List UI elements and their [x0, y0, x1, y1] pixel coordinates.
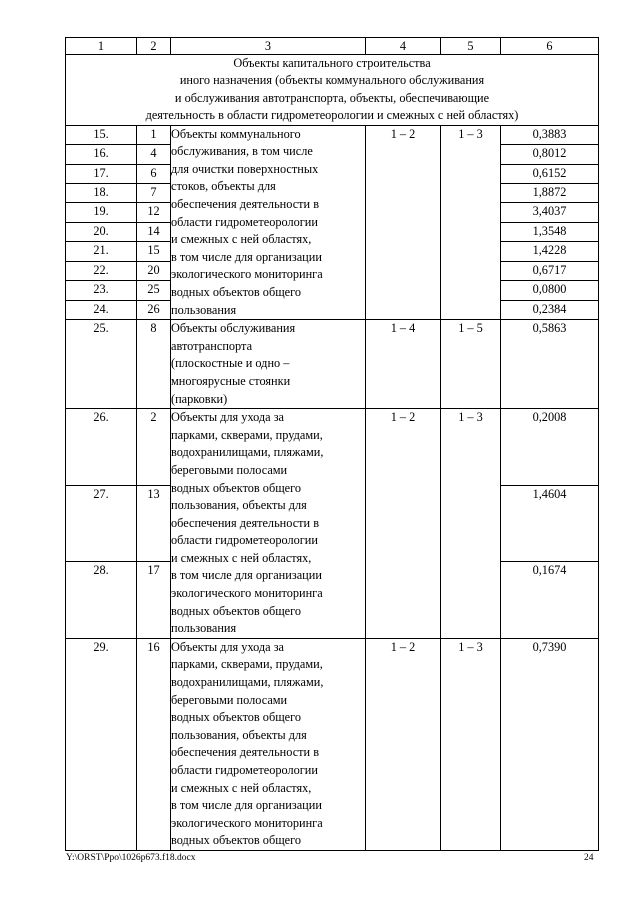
object-description-line: Объекты для ухода за	[171, 410, 285, 425]
section-heading-line: иного назначения (объекты коммунального обслуживания	[179, 73, 485, 88]
object-description-line: (плоскостные и одно –	[171, 356, 290, 371]
header-cell-2: 2	[137, 38, 171, 55]
coefficient-value: 0,5863	[501, 320, 599, 409]
coefficient-value: 1,3548	[501, 222, 599, 241]
table-row	[66, 638, 599, 850]
object-code: 15	[137, 242, 171, 261]
coefficient-value: 3,4037	[501, 203, 599, 222]
object-description-line: водохранилищами, пляжами,	[171, 445, 324, 460]
object-description-line: Объекты обслуживания	[171, 321, 296, 336]
object-description-line: области гидрометеорологии	[171, 214, 318, 229]
coefficient-range-5: 1 – 3	[441, 409, 501, 639]
row-number: 19.	[66, 203, 137, 222]
object-description	[171, 638, 366, 850]
object-code: 2	[137, 409, 171, 486]
object-code: 4	[137, 145, 171, 164]
object-description-line: пользования	[171, 302, 237, 317]
footer-page-number: 24	[584, 853, 594, 863]
coefficient-value: 0,6152	[501, 164, 599, 183]
header-cell-3: 3	[171, 38, 366, 55]
object-description-line: водных объектов общего	[171, 603, 302, 618]
coefficient-range-4: 1 – 4	[366, 320, 441, 409]
object-description-line: парками, скверами, прудами,	[171, 427, 323, 442]
object-code: 20	[137, 261, 171, 280]
coefficient-value: 0,2008	[501, 409, 599, 486]
object-code: 8	[137, 320, 171, 409]
section-heading-row	[66, 55, 599, 126]
row-number: 21.	[66, 242, 137, 261]
coefficient-range-4: 1 – 2	[366, 125, 441, 320]
coefficient-value: 0,3883	[501, 125, 599, 144]
coefficient-value: 0,6717	[501, 261, 599, 280]
object-description-line: водных объектов общего	[171, 833, 302, 848]
row-number: 15.	[66, 125, 137, 144]
object-description-line: парками, скверами, прудами,	[171, 657, 323, 672]
header-row	[66, 38, 599, 55]
object-description-line: стоков, объекты для	[171, 179, 276, 194]
object-description-line: обеспечения деятельности в	[171, 197, 320, 211]
object-description-line: многоярусные стоянки	[171, 373, 291, 388]
header-cell-5: 5	[441, 38, 501, 55]
row-number: 29.	[66, 638, 137, 850]
footer-file-path: Y:\ORST\Ppo\1026p673.f18.docx	[66, 853, 196, 863]
object-description-line: экологического мониторинга	[171, 586, 323, 601]
section-heading-line: и обслуживания автотранспорта, объекты, обеспечивающие	[174, 90, 490, 105]
table-row	[66, 320, 599, 409]
object-description-line: экологического мониторинга	[171, 267, 323, 282]
object-description-line: (парковки)	[171, 391, 228, 406]
object-description-line: пользования	[171, 621, 237, 636]
object-description-line: Объекты коммунального	[171, 126, 301, 141]
object-code: 16	[137, 638, 171, 850]
object-description-line: обеспечения деятельности в	[171, 515, 320, 530]
object-description-line: области гидрометеорологии	[171, 763, 318, 777]
object-code: 12	[137, 203, 171, 222]
header-cell-1: 1	[66, 38, 137, 55]
object-description-line: Объекты для ухода за	[171, 639, 285, 654]
row-number: 16.	[66, 145, 137, 164]
object-code: 7	[137, 183, 171, 202]
row-number: 26.	[66, 409, 137, 486]
row-number: 23.	[66, 281, 137, 300]
object-description-line: обеспечения деятельности в	[171, 745, 320, 760]
object-description	[171, 125, 366, 320]
object-description-line: береговыми полосами	[171, 692, 288, 707]
coefficient-value: 1,4228	[501, 242, 599, 261]
coefficient-value: 1,8872	[501, 183, 599, 202]
object-description-line: в том числе для организации	[171, 249, 322, 264]
header-cell-6: 6	[501, 38, 599, 55]
object-description-line: водных объектов общего	[171, 710, 302, 725]
section-heading-line: Объекты капитального строительства	[233, 56, 431, 70]
object-code: 25	[137, 281, 171, 300]
coefficient-value: 1,4604	[501, 485, 599, 562]
object-description	[171, 320, 366, 409]
object-code: 13	[137, 485, 171, 562]
object-code: 26	[137, 300, 171, 319]
object-code: 1	[137, 125, 171, 144]
object-description-line: пользования, объекты для	[171, 498, 307, 513]
header-cell-4: 4	[366, 38, 441, 55]
coefficient-value: 0,7390	[501, 638, 599, 850]
object-description-line: водохранилищами, пляжами,	[171, 675, 324, 690]
object-description-line: обслуживания, в том числе	[171, 144, 313, 159]
table-row	[66, 409, 599, 486]
object-description-line: в том числе для организации	[171, 798, 322, 813]
object-description	[171, 409, 366, 639]
object-description-line: водных объектов общего	[171, 284, 302, 299]
object-description-line: в том числе для организации	[171, 568, 322, 583]
object-description-line: пользования, объекты для	[171, 727, 307, 742]
object-description-line: автотранспорта	[171, 338, 253, 353]
object-description-line: и смежных с ней областях,	[171, 780, 312, 795]
coefficient-range-4: 1 – 2	[366, 638, 441, 850]
row-number: 28.	[66, 562, 137, 639]
object-description-line: и смежных с ней областях,	[171, 550, 312, 565]
coefficient-value: 0,0800	[501, 281, 599, 300]
coefficient-range-4: 1 – 2	[366, 409, 441, 639]
table-row	[66, 125, 599, 144]
row-number: 18.	[66, 183, 137, 202]
row-number: 17.	[66, 164, 137, 183]
section-heading	[66, 55, 599, 126]
object-code: 6	[137, 164, 171, 183]
section-heading-line: деятельность в области гидрометеорологии и смежных с ней областях)	[145, 108, 519, 123]
row-number: 27.	[66, 485, 137, 562]
coefficient-value: 0,1674	[501, 562, 599, 639]
coefficient-range-5: 1 – 3	[441, 638, 501, 850]
object-description-line: и смежных с ней областях,	[171, 232, 312, 247]
coefficient-value: 0,8012	[501, 145, 599, 164]
row-number: 25.	[66, 320, 137, 409]
object-description-line: области гидрометеорологии	[171, 533, 318, 548]
object-description-line: водных объектов общего	[171, 480, 302, 495]
row-number: 22.	[66, 261, 137, 280]
object-description-line: береговыми полосами	[171, 462, 288, 477]
coefficients-table	[65, 37, 599, 851]
object-code: 17	[137, 562, 171, 639]
object-description-line: экологического мониторинга	[171, 815, 323, 830]
object-description-line: для очистки поверхностных	[171, 161, 319, 176]
row-number: 24.	[66, 300, 137, 319]
coefficient-range-5: 1 – 5	[441, 320, 501, 409]
object-code: 14	[137, 222, 171, 241]
row-number: 20.	[66, 222, 137, 241]
coefficient-value: 0,2384	[501, 300, 599, 319]
coefficient-range-5: 1 – 3	[441, 125, 501, 320]
